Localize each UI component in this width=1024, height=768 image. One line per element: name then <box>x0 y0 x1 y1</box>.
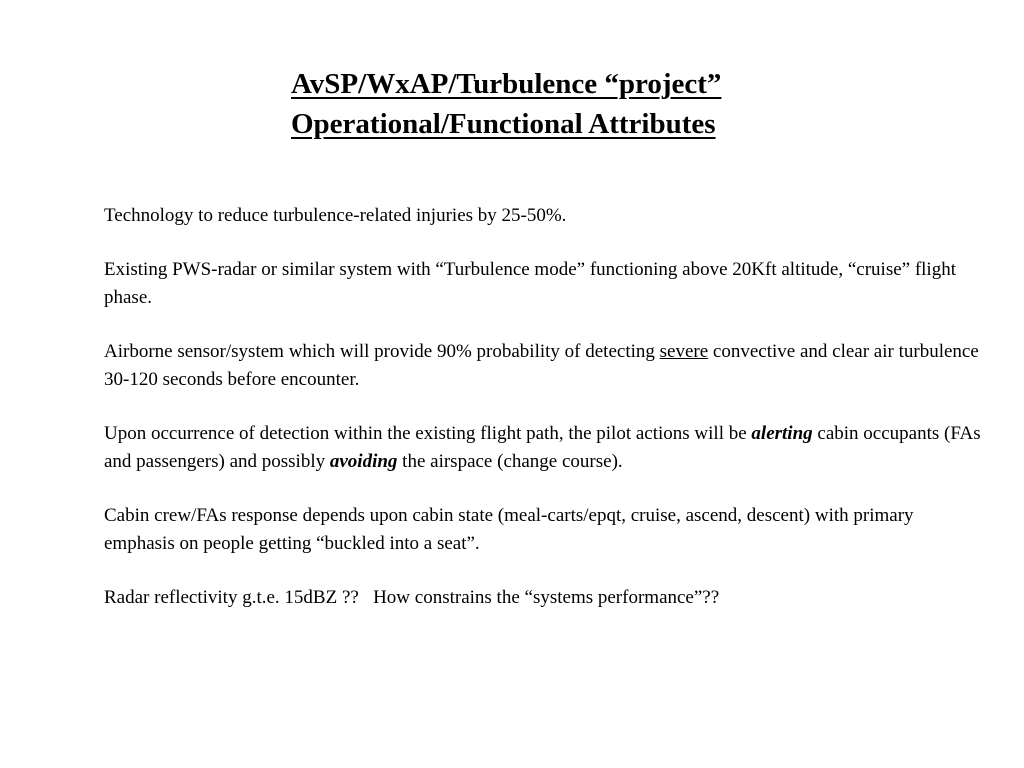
paragraph-text: Technology to reduce turbulence-related injuries by 25-50%. <box>104 205 567 226</box>
emphasis-term-avoiding: avoiding <box>329 451 398 472</box>
underlined-term-severe: severe <box>659 341 709 362</box>
paragraph-text: Existing PWS-radar or similar system with “Turbulence mode” functioning above 20Kft altitude, “cruise” flight phase. <box>104 259 956 308</box>
paragraph-pws-radar <box>104 256 984 312</box>
title-line-2: Operational/Functional Attributes <box>291 108 716 140</box>
emphasis-term-alerting: alerting <box>751 423 813 444</box>
paragraph-pilot-actions <box>104 420 984 476</box>
paragraph-cabin-crew <box>104 502 984 558</box>
paragraph-text-before: Airborne sensor/system which will provide 90% probability of detecting <box>104 341 660 362</box>
title-line-1: AvSP/WxAP/Turbulence “project” <box>291 68 722 100</box>
paragraph-text-before: Upon occurrence of detection within the existing flight path, the pilot actions will be <box>104 423 752 444</box>
paragraph-radar-reflectivity <box>104 584 984 612</box>
paragraph-text-after: the airspace (change course). <box>397 451 623 472</box>
paragraph-text-middle: cabin occupants (FAs and passengers) and possibly <box>104 423 981 472</box>
paragraph-text: Radar reflectivity g.t.e. 15dBZ ?? How constrains the “systems performance”?? <box>104 587 720 608</box>
slide-title <box>291 64 891 144</box>
paragraph-airborne-sensor <box>104 338 984 394</box>
paragraph-text: Cabin crew/FAs response depends upon cabin state (meal-carts/epqt, cruise, ascend, descent) with primary emphasis on people getting “buckled into a seat”. <box>104 505 914 554</box>
paragraph-text-after: convective and clear air turbulence 30-120 seconds before encounter. <box>104 341 979 390</box>
paragraph-injury-reduction <box>104 202 984 230</box>
slide-body <box>104 202 984 638</box>
